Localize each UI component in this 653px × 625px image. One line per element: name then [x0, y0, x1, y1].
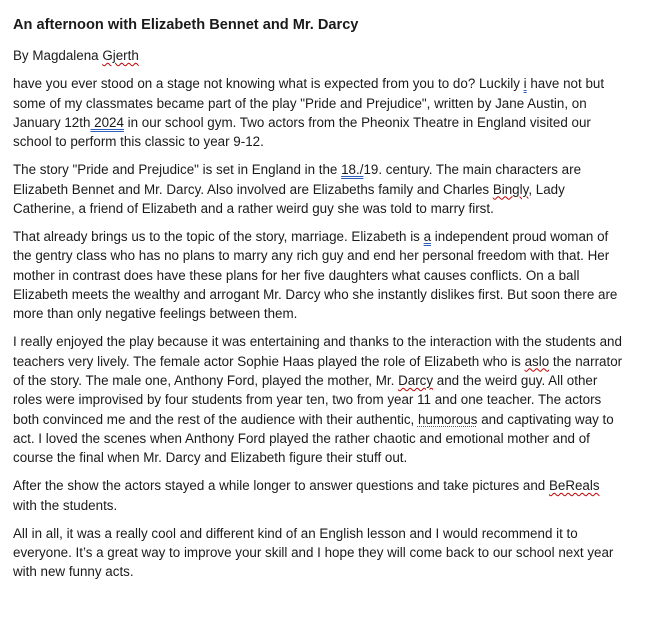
- paragraph-after-show: [13, 476, 623, 515]
- text-run: After the show the actors stayed a while longer to answer questions and take pictures and: [13, 478, 549, 494]
- text-run: and captivating way to act. I loved the scenes when Anthony Ford played the rather chaotic and emotional mother and of course the final when Mr. Darcy and Elizabeth figure their stuff out.: [13, 411, 614, 466]
- text-run: the narrator of the story. The male one, Anthony Ford, played the mother, Mr.: [13, 353, 623, 388]
- paragraph-review: [13, 332, 623, 467]
- text-run: and the weird guy. All other roles were improvised by four students from year ten, two from year 11 and one teacher. The actors both convinced me and the rest of the audience with their authentic,: [13, 372, 602, 427]
- text-run: with the students.: [13, 497, 118, 513]
- text-run: That already brings us to the topic of the story, marriage. Elizabeth is: [13, 229, 424, 245]
- paragraph-story: [13, 160, 623, 218]
- paragraph-intro: [13, 74, 623, 151]
- text-run: in our school gym. Two actors from the Pheonix Theatre in England visited our school to perform this classic to year 9-12.: [13, 115, 591, 150]
- text-run: have not but some of my classmates became part of the play "Pride and Prejudice", written by Jane Austin, on January 12th: [13, 76, 605, 130]
- spelling-flag: BeReals: [548, 478, 600, 494]
- text-run: have you ever stood on a stage not knowing what is expected from you to do? Luckily: [13, 76, 524, 92]
- text-run: , Lady Catherine, a friend of Elizabeth and a rather weird guy she was told to marry first.: [13, 181, 565, 216]
- text-run: The story "Pride and Prejudice" is set in England in the: [13, 162, 342, 178]
- article-title: An afternoon with Elizabeth Bennet and Mr. Darcy: [13, 17, 359, 33]
- grammar-flag: i: [523, 76, 527, 92]
- text-run: independent proud woman of the gentry class who has no plans to marry any rich guy and end her personal freedom with that. Her mother in contrast does have these plans for her five daughters what causes conflicts. On a ball Elizabeth meets the wealthy and arrogant Mr. Darcy who she instantly dislikes first. But soon there are more than only negative feelings between them.: [13, 229, 618, 322]
- grammar-flag: 18./: [341, 162, 364, 178]
- byline-author-name: Gjerth: [102, 48, 139, 63]
- byline: [13, 46, 623, 65]
- text-run: I really enjoyed the play because it was entertaining and thanks to the interaction with the students and teachers very lively. The female actor Sophie Haas played the role of Elizabeth who is: [13, 334, 622, 369]
- spelling-flag: aslo: [524, 353, 550, 369]
- paragraph-conclusion: [13, 524, 623, 582]
- spelling-flag: Bingly: [492, 181, 529, 197]
- grammar-flag: 2024: [90, 115, 124, 130]
- style-flag: humorous: [417, 411, 478, 427]
- paragraph-marriage: [13, 227, 623, 323]
- grammar-flag: a: [423, 229, 432, 245]
- text-run: All in all, it was a really cool and different kind of an English lesson and I would recommend it to everyone. It’s a great way to improve your skill and I hope they will come back to our school next year with new funny acts.: [13, 525, 614, 580]
- text-run: 19. century. The main characters are Elizabeth Bennet and Mr. Darcy. Also involved are Elizabeths family and Charles: [13, 162, 582, 197]
- byline-prefix: By Magdalena: [13, 48, 103, 63]
- spelling-flag: Darcy: [398, 372, 434, 388]
